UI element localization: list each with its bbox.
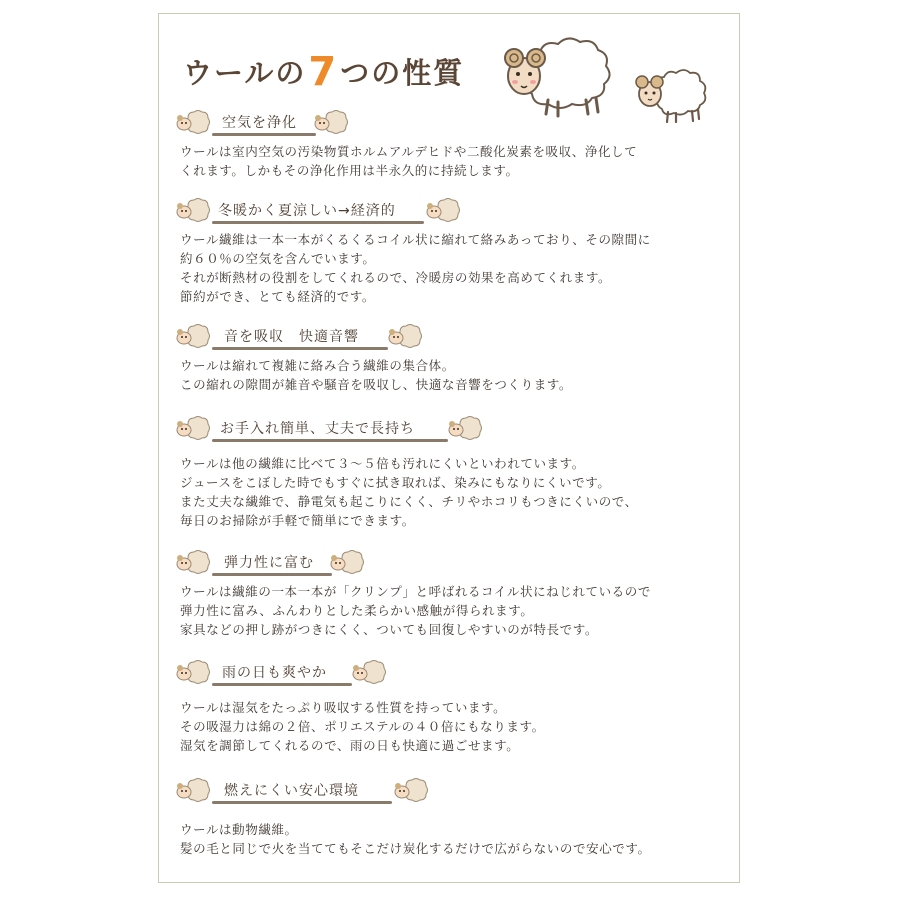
body-line: その吸湿力は綿の２倍、ポリエステルの４０倍にもなります。	[180, 719, 545, 734]
section-insulation	[176, 196, 736, 306]
body-line: また丈夫な繊維で、静電気も起こりにくく、チリやホコリもつきにくいので、	[180, 494, 638, 509]
section-body	[176, 582, 736, 639]
body-line: ウールは室内空気の汚染物質ホルムアルデヒドや二酸化炭素を吸収、浄化して	[180, 144, 638, 159]
body-line: ウールは他の繊維に比べて３～５倍も汚れにくいといわれています。	[180, 456, 585, 471]
heading-underline	[212, 133, 316, 136]
body-line: ジュースをこぼした時でもすぐに拭き取れば、染みにもなりにくいです。	[180, 475, 611, 490]
sheep-icon	[176, 658, 210, 686]
page-title	[183, 45, 464, 95]
heading-underline	[212, 573, 332, 576]
heading-underline	[212, 347, 388, 350]
section-elasticity	[176, 548, 736, 639]
sheep-icon	[352, 658, 386, 686]
sheep-icon	[176, 322, 210, 350]
sheep-icon	[176, 776, 210, 804]
body-line: ウールは繊維の一本一本が「クリンプ」と呼ばれるコイル状にねじれているので	[180, 584, 651, 599]
section-heading	[176, 658, 736, 690]
section-heading	[176, 414, 736, 446]
section-acoustics	[176, 322, 736, 394]
sheep-icon	[426, 196, 460, 224]
sheep-icon	[176, 414, 210, 442]
section-body	[176, 356, 736, 394]
body-line: 家具などの押し跡がつきにくく、ついても回復しやすいのが特長です。	[180, 622, 598, 637]
body-line: 髪の毛と同じで火を当ててもそこだけ炭化するだけで広がらないので安心です。	[180, 841, 651, 856]
title-suffix: つの性質	[340, 56, 465, 90]
sheep-large-icon	[500, 28, 620, 118]
section-body	[176, 698, 736, 755]
section-heading	[176, 776, 736, 808]
section-title: 空気を浄化	[222, 115, 297, 131]
body-line: 毎日のお掃除が手軽で簡単にできます。	[180, 513, 415, 528]
section-flame-resistance	[176, 776, 736, 858]
title-number: 7	[308, 49, 339, 95]
sheep-icon	[394, 776, 428, 804]
sheep-icon	[448, 414, 482, 442]
title-prefix: ウールの	[183, 56, 307, 90]
body-line: 約６０％の空気を含んでいます。	[180, 251, 376, 266]
section-body	[176, 230, 736, 306]
sheep-icon	[176, 108, 210, 136]
section-humidity	[176, 658, 736, 755]
heading-underline	[212, 683, 352, 686]
section-title: お手入れ簡単、丈夫で長持ち	[220, 421, 415, 437]
section-heading	[176, 548, 736, 580]
body-line: ウールは動物繊維。	[180, 822, 298, 837]
heading-underline	[212, 221, 424, 224]
section-heading	[176, 196, 736, 228]
sheep-icon	[314, 108, 348, 136]
section-title: 燃えにくい安心環境	[224, 783, 359, 799]
section-title: 冬暖かく夏涼しい→経済的	[218, 203, 396, 219]
body-line: この縮れの隙間が雑音や騒音を吸収し、快適な音響をつくります。	[180, 377, 573, 392]
body-line: ウール繊維は一本一本がくるくるコイル状に縮れて絡みあっており、その隙間に	[180, 232, 651, 247]
sheep-icon	[330, 548, 364, 576]
section-title: 雨の日も爽やか	[222, 665, 327, 681]
section-title: 音を吸収 快適音響	[224, 329, 359, 345]
section-heading	[176, 108, 736, 140]
body-line: くれます。しかもその浄化作用は半永久的に持続します。	[180, 163, 519, 178]
section-body	[176, 142, 736, 180]
section-heading	[176, 322, 736, 354]
body-line: ウールは縮れて複雑に絡み合う繊維の集合体。	[180, 358, 455, 373]
sheep-icon	[388, 322, 422, 350]
body-line: 節約ができ、とても経済的です。	[180, 289, 376, 304]
section-title: 弾力性に富む	[224, 555, 314, 571]
section-air-purification	[176, 108, 736, 180]
body-line: ウールは湿気をたっぷり吸収する性質を持っています。	[180, 700, 507, 715]
heading-underline	[212, 439, 448, 442]
body-line: 湿気を調節してくれるので、雨の日も快適に過ごせます。	[180, 738, 520, 753]
body-line: それが断熱材の役割をしてくれるので、冷暖房の効果を高めてくれます。	[180, 270, 612, 285]
body-line: 弾力性に富み、ふんわりとした柔らかい感触が得られます。	[180, 603, 534, 618]
section-easy-care	[176, 414, 736, 530]
heading-underline	[212, 801, 392, 804]
section-body	[176, 820, 736, 858]
section-body	[176, 454, 736, 530]
sheep-icon	[176, 548, 210, 576]
sheep-icon	[176, 196, 210, 224]
